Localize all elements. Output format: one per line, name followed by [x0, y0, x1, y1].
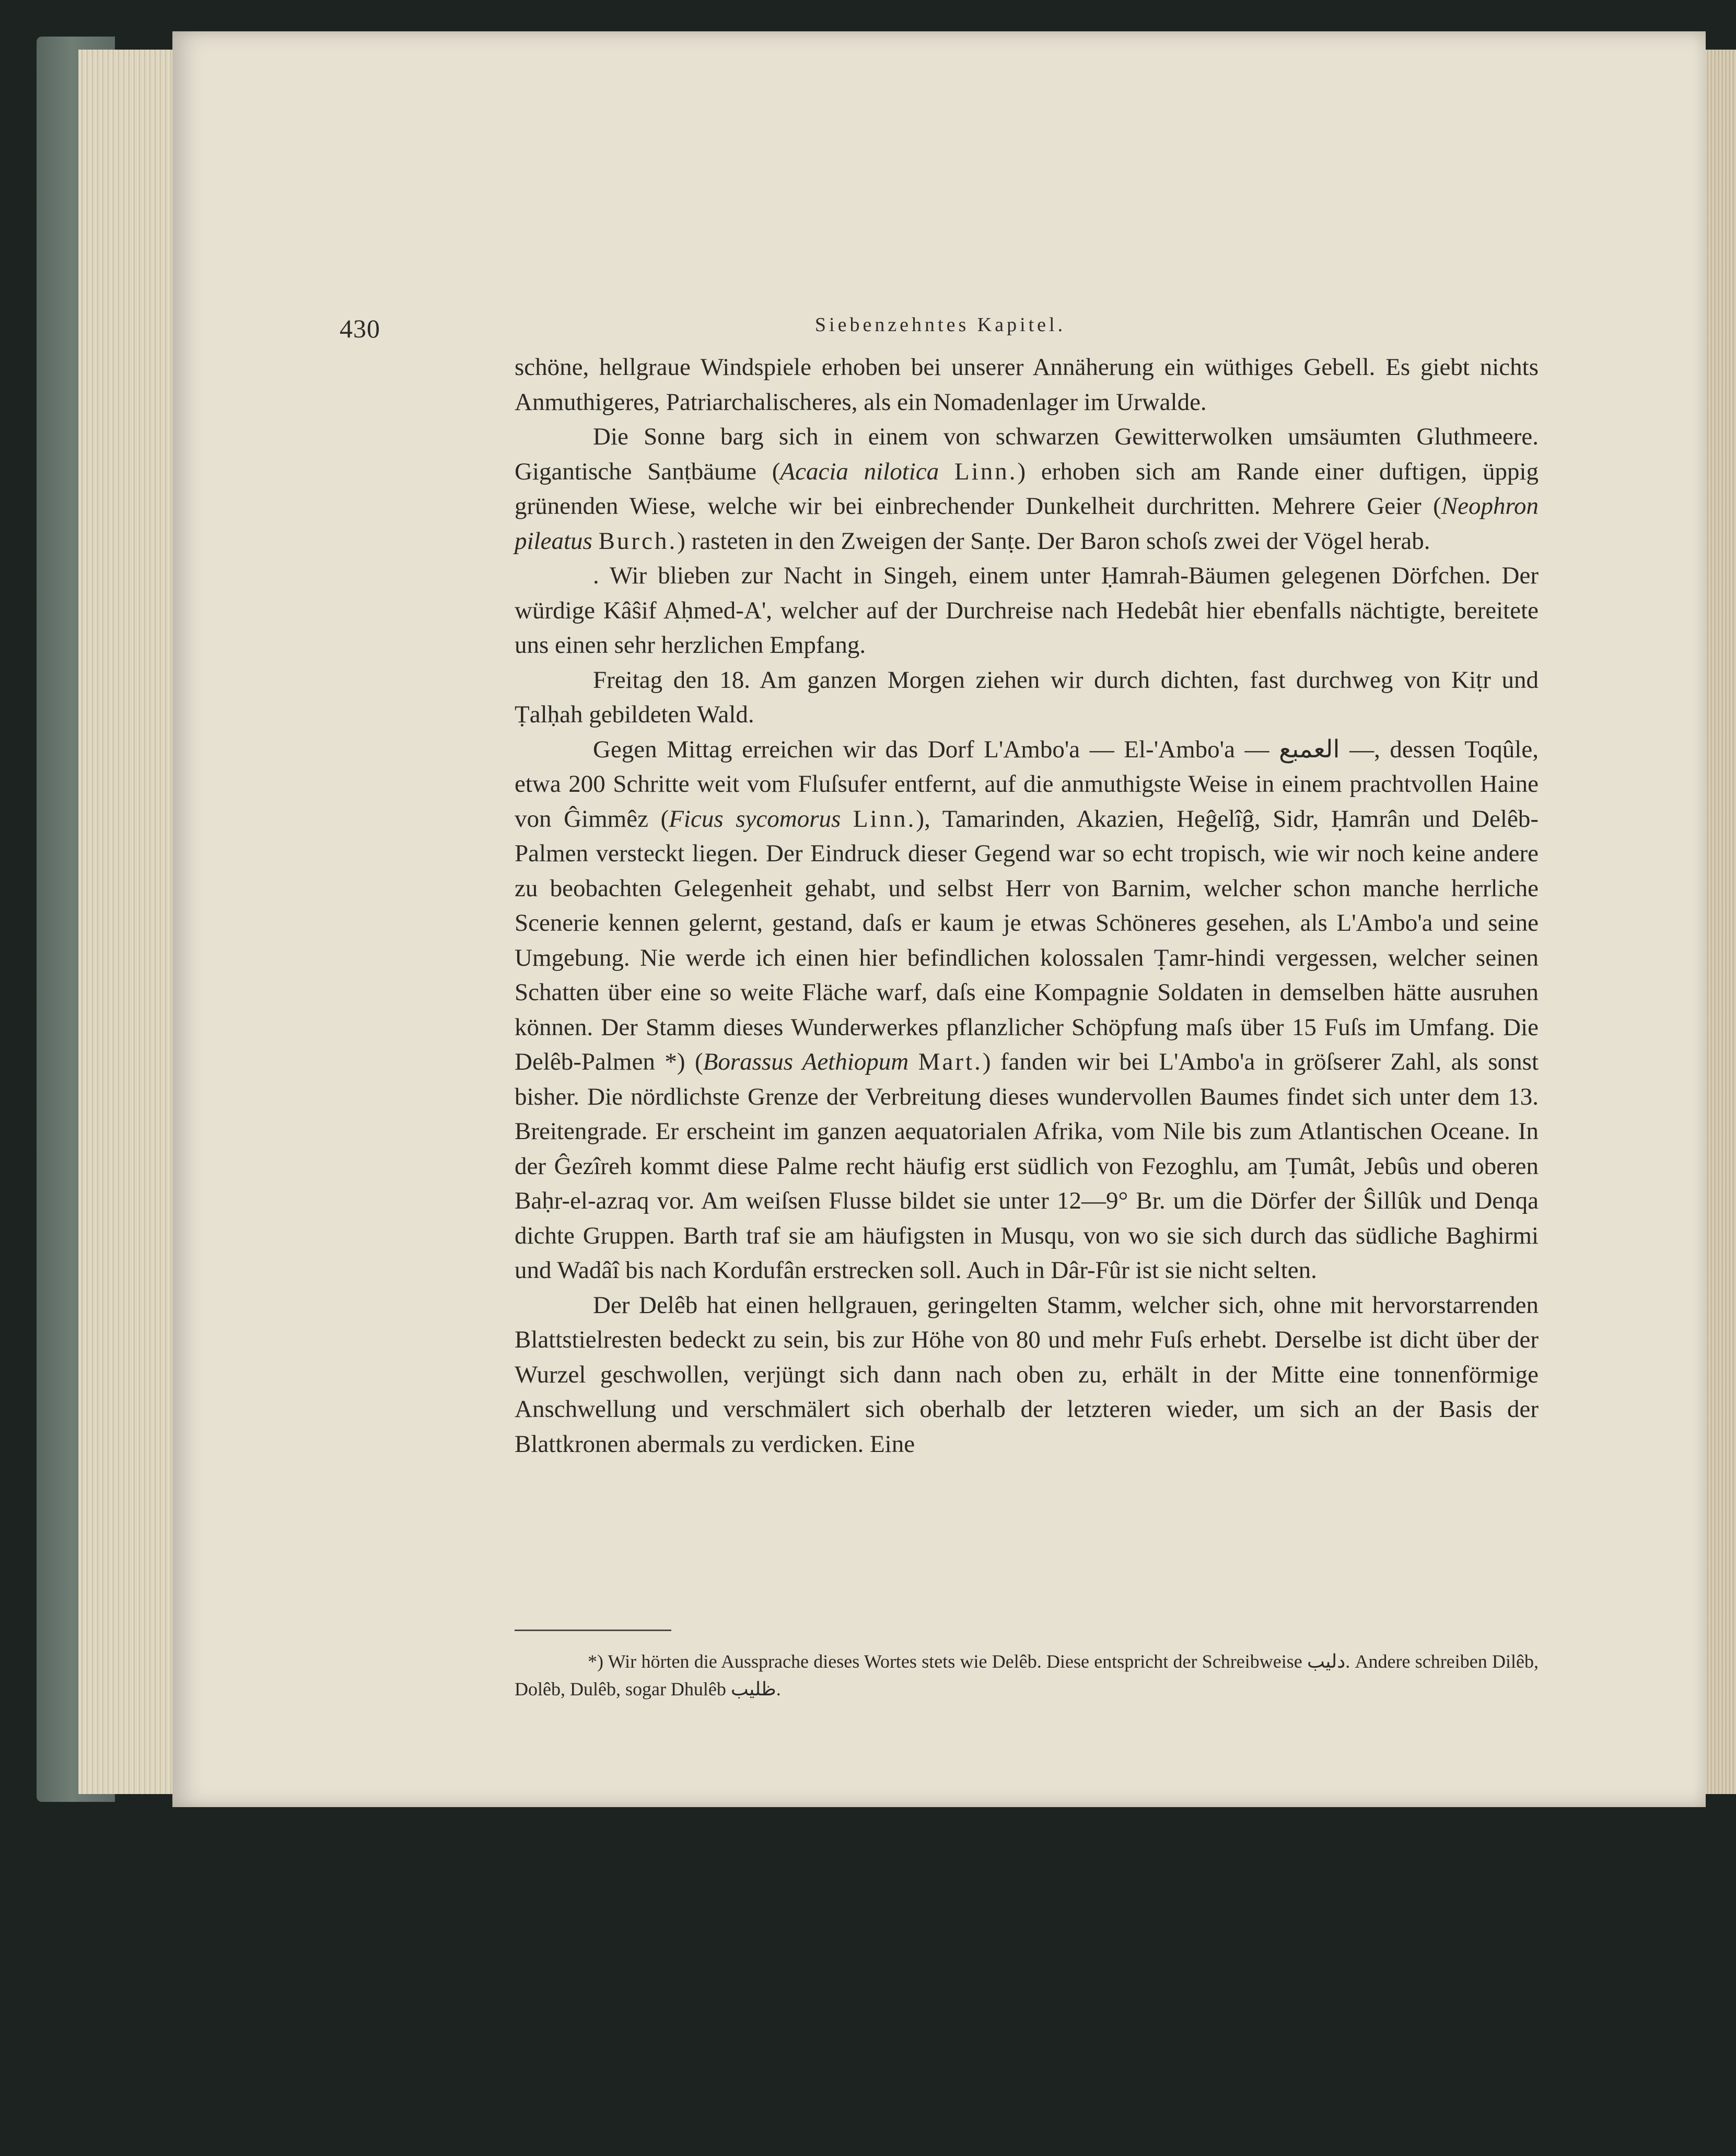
paragraph: . Wir blieben zur Nacht in Singeh, einem unter Ḥamrah-Bäumen gelegenen Dörfchen. Der würdige Kâŝif Aḥmed-A', welcher auf der Durchreise nach Hedebât hier ebenfalls nächtigte, bereitete uns einen sehr herzlichen Empfang. [515, 562, 1539, 659]
species-name: Borassus Aethiopum [703, 1048, 909, 1075]
body-text [515, 350, 1539, 1461]
page-edges-right [1700, 50, 1736, 1794]
species-name: Ficus sycomorus [669, 805, 841, 833]
paragraph: Die Sonne barg sich in einem von schwarzen Gewitterwolken umsäumten Gluthmeere. Gigantische Sanṭbäume (Acacia nilotica Linn.) erhoben sich am Rande einer duftigen, üppig grünenden Wiese, welche wir bei einbrechender Dunkelheit durchritten. Mehrere Geier (Neophron pileatus Burch.) rasteten in den Zweigen der Sanṭe. Der Baron schoſs zwei der Vögel herab. [515, 423, 1539, 555]
arabic-word: العمبع [1279, 734, 1340, 764]
author-abbreviation: Linn. [853, 805, 916, 833]
author-abbreviation: Mart. [918, 1048, 983, 1075]
background-below-book [0, 1807, 1736, 2156]
paragraph: Gegen Mittag erreichen wir das Dorf L'Ambo'a — El-'Ambo'a — العمبع —, dessen Toqûle, etwa 200 Schritte weit vom Fluſsufer entfernt, auf die anmuthigste Weise in einem prachtvollen Haine von Ĝimmêz (Ficus sycomorus Linn.), Tamarinden, Akazien, Heĝelîĝ, Sidr, Ḥamrân und Delêb-Palmen versteckt liegen. Der Eindruck dieser Gegend war so echt tropisch, wie wir noch keine andere zu beobachten Gelegenheit gehabt, und selbst Herr von Barnim, welcher schon manche herrliche Scenerie kennen gelernt, gestand, daſs er kaum je etwas Schöneres gesehen, als L'Ambo'a und seine Umgebung. Nie werde ich einen hier befindlichen kolossalen Ṭamr-hindi vergessen, welcher seinen Schatten über eine so weite Fläche warf, daſs eine Kompagnie Soldaten in demselben hätte ausruhen können. Der Stamm dieses Wunderwerkes pflanzlicher Schöpfung maſs über 15 Fuſs im Umfang. Die Delêb-Palmen *) (Borassus Aethiopum Mart.) fanden wir bei L'Ambo'a in gröſserer Zahl, als sonst bisher. Die nördlichste Grenze der Verbreitung dieses wundervollen Baumes findet sich unter dem 13. Breitengrade. Er erscheint im ganzen aequatorialen Afrika, vom Nile bis zum Atlantischen Oceane. In der Ĝezîreh kommt diese Palme recht häufig erst südlich von Fezoghlu, am Ṭumât, Jebûs und oberen Baḥr-el-azraq vor. Am weiſsen Flusse bildet sie unter 12—9° Br. um die Dörfer der Ŝillûk und Denqa dichte Gruppen. Barth traf sie am häufigsten in Musqu, von wo sie sich durch das südliche Baghirmi und Wadâî bis nach Kordufân erstrecken soll. Auch in Dâr-Fûr ist sie nicht selten. [515, 734, 1539, 1284]
running-head: Siebenzehntes Kapitel. [814, 314, 1066, 336]
author-abbreviation: Burch. [598, 527, 678, 555]
page-number: 430 [340, 314, 380, 343]
author-abbreviation: Linn. [954, 458, 1018, 485]
paragraph: Freitag den 18. Am ganzen Morgen ziehen wir durch dichten, fast durchweg von Kiṭr und Ṭalḥah gebildeten Wald. [515, 666, 1539, 728]
paragraph: Der Delêb hat einen hellgrauen, geringelten Stamm, welcher sich, ohne mit hervorstarrenden Blattstielresten bedeckt zu sein, bis zur Höhe von 80 und mehr Fuſs erhebt. Derselbe ist dicht über der Wurzel geschwollen, verjüngt sich dann nach oben zu, erhält in der Mitte eine tonnenförmige Anschwellung und verschmälert sich oberhalb der letzteren wieder, um sich an der Basis der Blattkronen abermals zu verdicken. Eine [515, 1291, 1539, 1458]
paragraph: schöne, hellgraue Windspiele erhoben bei unserer Annäherung ein wüthiges Gebell. Es giebt nichts Anmuthigeres, Patriarchalischeres, als ein Nomadenlager im Urwalde. [515, 354, 1539, 416]
arabic-word: دليب [1307, 1651, 1346, 1672]
species-name: Acacia nilotica [780, 458, 939, 485]
species-name: Neophron pileatus [515, 493, 1539, 555]
footnote-separator [515, 1630, 671, 1631]
footnote: *) Wir hörten die Aussprache dieses Wortes stets wie Delêb. Diese entspricht der Schreibweise دليب. Andere schreiben Dilêb, Dolêb, Dulêb, sogar Dhulêb ظليب. [515, 1651, 1539, 1700]
arabic-word: ظليب [730, 1679, 776, 1700]
